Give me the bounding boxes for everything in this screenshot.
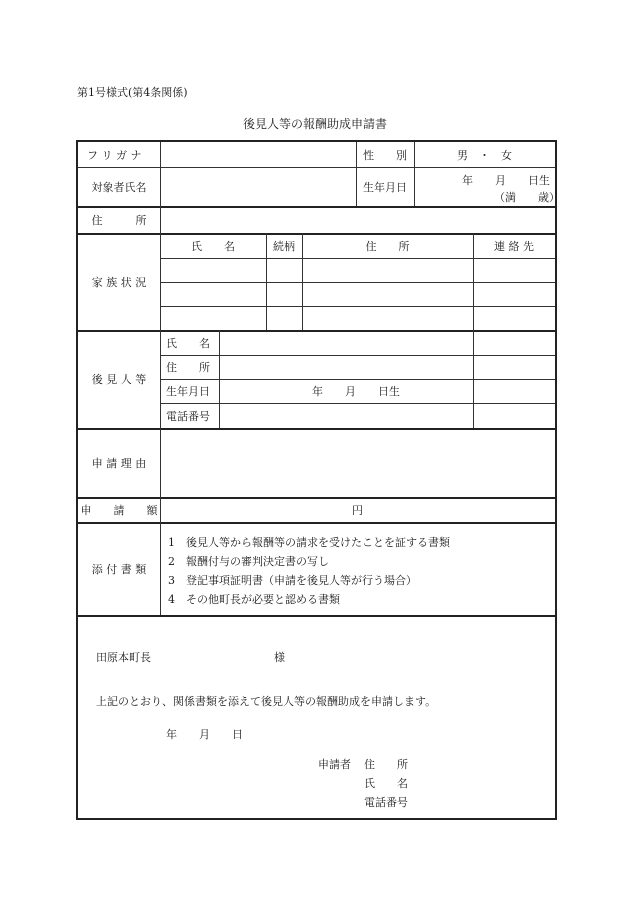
applicant-name-label: 氏 名	[364, 777, 408, 790]
guardian-address-label: 住 所	[166, 361, 210, 374]
family-col-name: 氏 名	[191, 239, 235, 253]
gender-label: 性 別	[363, 148, 407, 162]
family-col-address: 住 所	[365, 239, 410, 253]
amount-label: 申 請 額	[80, 503, 158, 517]
family-section-label: 家 族 状 況	[91, 275, 147, 289]
subject-birth-label: 生年月日	[363, 180, 407, 194]
amount-unit: 円	[352, 503, 363, 517]
gender-options: 男 ・ 女	[457, 148, 512, 162]
subject-name-label: 対象者氏名	[91, 180, 147, 194]
attachments-label: 添 付 書 類	[91, 562, 147, 576]
family-row-2	[160, 282, 555, 283]
applicant-address-label: 住 所	[364, 758, 408, 771]
applicant-label: 申請者	[318, 758, 351, 771]
guardian-birth-value: 年 月 日生	[312, 385, 400, 398]
honorific: 様	[274, 651, 285, 664]
subject-age-value: （満 歳）	[494, 191, 560, 204]
document-title: 後見人等の報酬助成申請書	[242, 117, 387, 131]
family-col-relation: 続柄	[273, 239, 295, 253]
attachment-item: 4 その他町長が必要と認める書類	[168, 593, 340, 606]
family-row-1	[160, 258, 555, 259]
guardian-right-divider	[473, 330, 474, 428]
guardian-phone-label: 電話番号	[166, 409, 210, 423]
declaration-statement: 上記のとおり、関係書類を添えて後見人等の報酬助成を申請します。	[96, 695, 437, 708]
rule-after-attachments	[78, 615, 555, 617]
subject-address-label: 住 所	[91, 213, 147, 227]
applicant-phone-label: 電話番号	[364, 796, 408, 809]
guardian-birth-label: 生年月日	[166, 385, 210, 398]
reason-label: 申 請 理 由	[91, 456, 147, 470]
attachment-item: 2 報酬付与の審判決定書の写し	[168, 555, 329, 568]
family-row-3	[160, 306, 555, 307]
application-form	[76, 140, 560, 820]
form-number: 第1号様式(第4条関係)	[77, 86, 188, 99]
guardian-name-label: 氏 名	[166, 336, 210, 350]
attachment-item: 1 後見人等から報酬等の請求を受けたことを証する書類	[168, 536, 450, 549]
attachment-item: 3 登記事項証明書（申請を後見人等が行う場合）	[168, 574, 417, 587]
application-date: 年 月 日	[166, 728, 243, 741]
family-col-contact: 連 絡 先	[494, 239, 534, 253]
addressee: 田原本町長	[96, 651, 151, 664]
furigana-label: フ リ ガ ナ	[87, 148, 142, 162]
guardian-section-label: 後 見 人 等	[91, 373, 147, 386]
subject-birth-value: 年 月 日生	[462, 174, 550, 187]
